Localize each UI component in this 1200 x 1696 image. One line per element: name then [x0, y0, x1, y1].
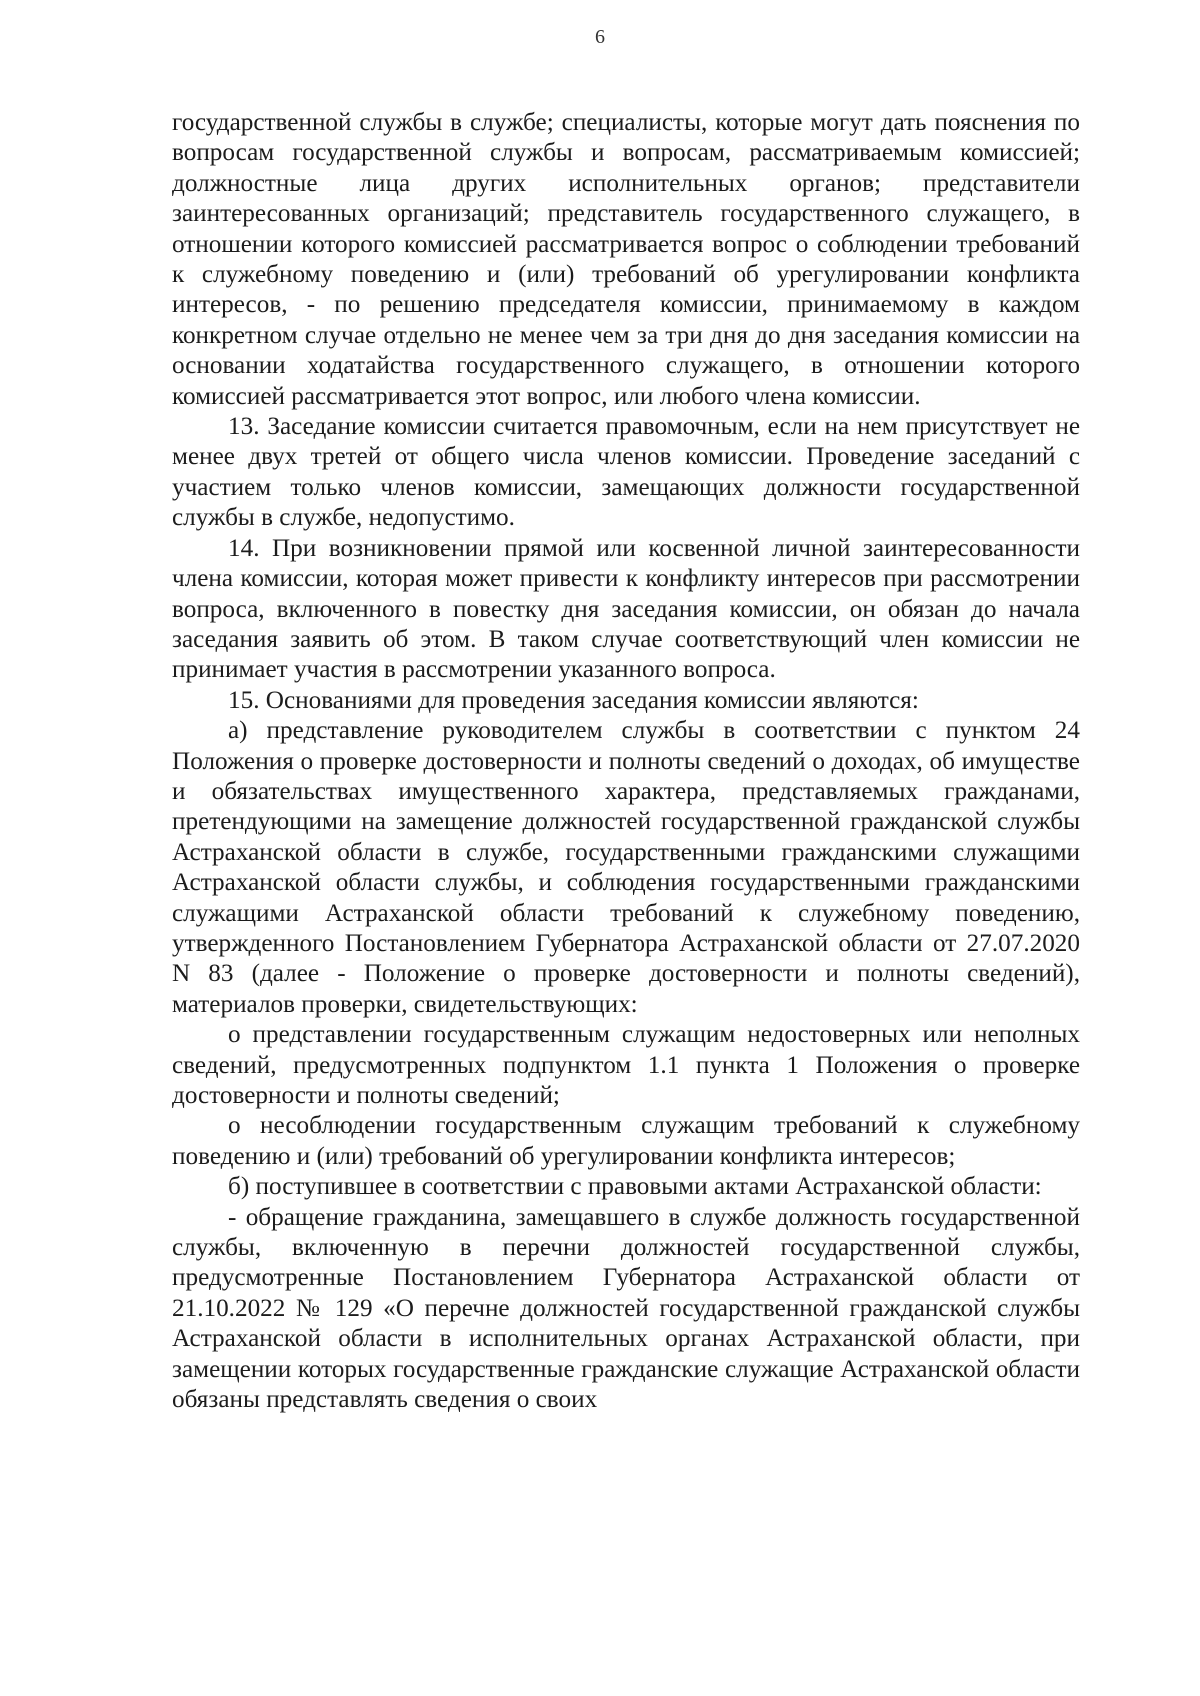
paragraph-15b: б) поступившее в соответствии с правовыми актами Астраханской области:	[228, 1173, 1042, 1201]
paragraph-14: 14. При возникновении прямой или косвенной личной заинтересованности члена комиссии, которая может привести к конфликту интересов при рассмотрении вопроса, включенного в повестку дня заседания комиссии, он обязан до начала заседания заявить об этом. В таком случае соответствующий член комиссии не принимает участия в рассмотрении указанного вопроса.	[172, 534, 1080, 684]
paragraph-15: 15. Основаниями для проведения заседания комиссии являются:	[228, 686, 919, 714]
paragraph-13: 13. Заседание комиссии считается правомочным, если на нем присутствует не менее двух третей от общего числа членов комиссии. Проведение заседаний с участием только членов комиссии, замещающих должности государственной службы в службе, недопустимо.	[172, 413, 1080, 532]
paragraph-15a-item-2: о несоблюдении государственным служащим требований к служебному поведению и (или) требований об урегулировании конфликта интересов;	[172, 1112, 1080, 1170]
paragraph-continuation: государственной службы в службе; специалисты, которые могут дать пояснения по вопросам государственной службы и вопросам, рассматриваемым комиссией; должностные лица других исполнительных органов; представители заинтересованных организаций; представитель государственного служащего, в отношении которого комиссией рассматривается вопрос о соблюдении требований к служебному поведению и (или) требований об урегулировании конфликта интересов, - по решению председателя комиссии, принимаемому в каждом конкретном случае отдельно не менее чем за три дня до дня заседания комиссии на основании ходатайства государственного служащего, в отношении которого комиссией рассматривается этот вопрос, или любого члена комиссии.	[172, 109, 1080, 410]
paragraph-15a-item-1: о представлении государственным служащим недостоверных или неполных сведений, предусмотренных подпунктом 1.1 пункта 1 Положения о проверке достоверности и полноты сведений;	[172, 1021, 1080, 1109]
paragraph-15b-item-1: - обращение гражданина, замещавшего в службе должность государственной службы, включенную в перечни должностей государственной службы, предусмотренные Постановлением Губернатора Астраханской области от 21.10.2022 № 129 «О перечне должностей государственной гражданской службы Астраханской области в исполнительных органах Астраханской области, при замещении которых государственные гражданские служащие Астраханской области обязаны представлять сведения о своих	[172, 1203, 1080, 1414]
paragraph-15a: а) представление руководителем службы в соответствии с пунктом 24 Положения о проверке достоверности и полноты сведений о доходах, об имуществе и обязательствах имущественного характера, представляемых гражданами, претендующими на замещение должностей государственной гражданской службы Астраханской области в службе, государственными гражданскими служащими Астраханской области службы, и соблюдения государственными гражданскими служащими Астраханской области требований к служебному поведению, утвержденного Постановлением Губернатора Астраханской области от 27.07.2020 N 83 (далее - Положение о проверке достоверности и полноты сведений), материалов проверки, свидетельствующих:	[172, 717, 1080, 1018]
page-number: 6	[595, 26, 605, 48]
document-body	[172, 108, 1080, 1415]
